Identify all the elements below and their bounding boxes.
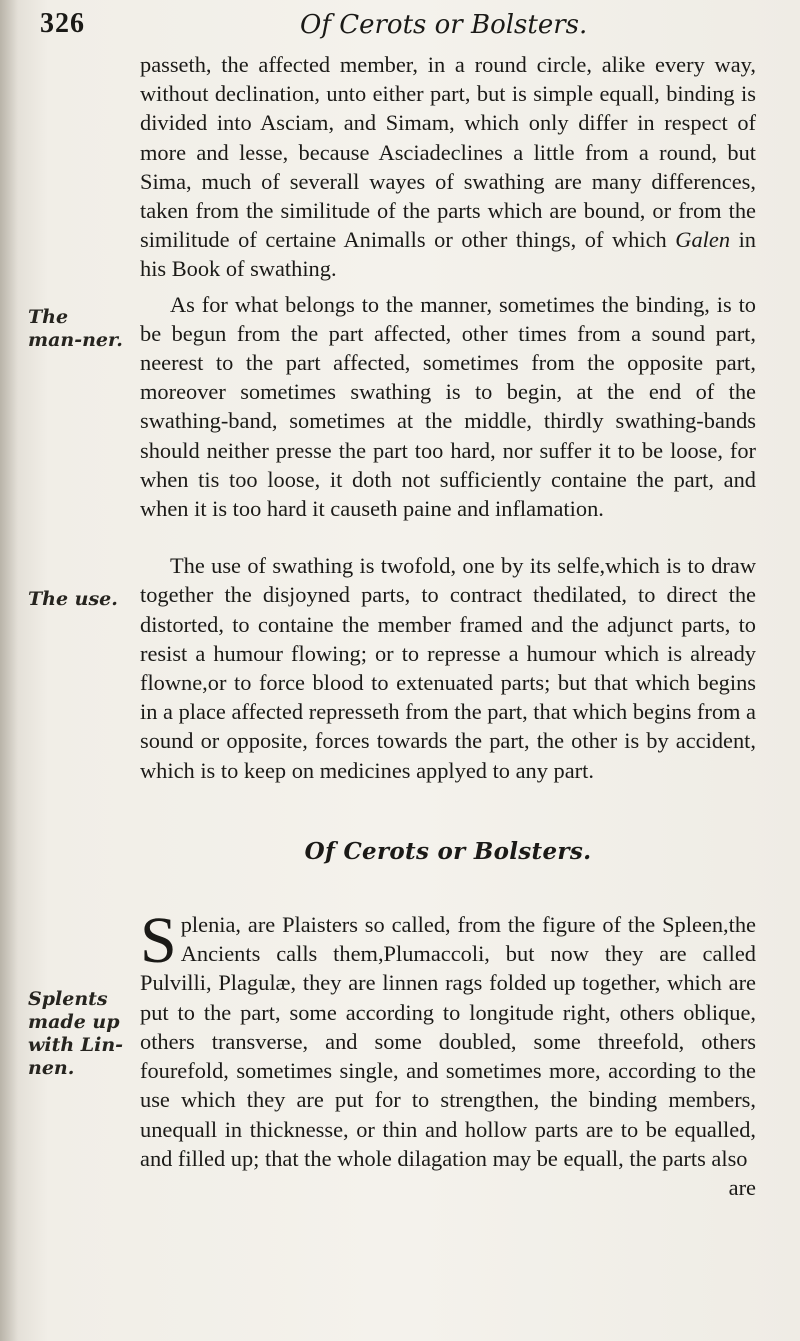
running-head: Of Cerots or Bolsters. [300, 10, 588, 40]
paragraph-manner: As for what belongs to the manner, sometimes the binding, is to be begun from the part affected, other times from a sound part, neerest to the part affected, sometimes from the opposite part, moreover sometimes swathing is to begin, at the end of the swathing-band, sometimes at the middle, thirdly swathing-bands should neither presse the part too hard, nor suffer it to be loose, for when tis too loose, it doth not sufficiently containe the part, and when it is too hard it causeth paine and inflamation. [140, 291, 756, 522]
paragraph-splenia: Splenia, are Plaisters so called, from the figure of the Spleen,the Ancients calls them,Plumaccoli, but now they are called Pulvilli, Plagulæ, they are linnen rags folded up together, which are put to the part, some according to longitude right, others oblique, others transverse, and some doubled, some threefold, others fourefold, sometimes single, and sometimes more, according to the use which they are put for to strengthen, the binding members, unequall in thicknesse, or thin and hollow parts are to be equalled, and filled up; that the whole dilagation may be equall, the parts also [140, 904, 756, 1171]
section-heading: Of Cerots or Bolsters. [304, 837, 592, 865]
page-number: 326 [40, 8, 85, 39]
spacer [140, 785, 756, 837]
text-column [140, 50, 756, 1202]
catchword-line [140, 1173, 756, 1202]
catchword: are [728, 1174, 756, 1200]
margin-note-manner: The man-ner. [28, 306, 123, 351]
page-header [0, 6, 800, 46]
margin-note-use: The use. [28, 588, 118, 610]
spacer [140, 523, 756, 551]
spine-shadow [0, 0, 18, 1341]
paragraph-use: The use of swathing is twofold, one by its selfe,which is to draw together the disjoyned parts, to contract thedilated, to direct the distorted, to containe the member framed and the adjunct parts, to resist a humour flowing; or to represse a humour which is already flowne,or to force blood to extenuated parts; but that which begins in a place affected represseth from the part, that which begins from a sound or opposite, forces towards the part, the other is by accident, which is to keep on medicines applyed to any part. [140, 553, 756, 783]
paragraph-text: in his Book of swathing. [140, 227, 757, 282]
paragraph-text: passeth, the affected member, in a round circle, alike every way, without declination, unto either part, but is simple equall, binding is divided into Asciam, and Simam, which only differ in respect of more and lesse, because Asciadeclines a little from a round, but Sima, much of severall wayes of swathing are many differences, taken from the similitude of the parts which are bound, or from the similitude of certaine Animalls or other things, of which [140, 52, 756, 253]
paragraph-swathing-kinds [140, 50, 756, 284]
margin-note-splents: Splents made up with Lin-nen. [28, 988, 124, 1079]
spacer [140, 866, 756, 910]
author-name: Galen [675, 227, 731, 253]
